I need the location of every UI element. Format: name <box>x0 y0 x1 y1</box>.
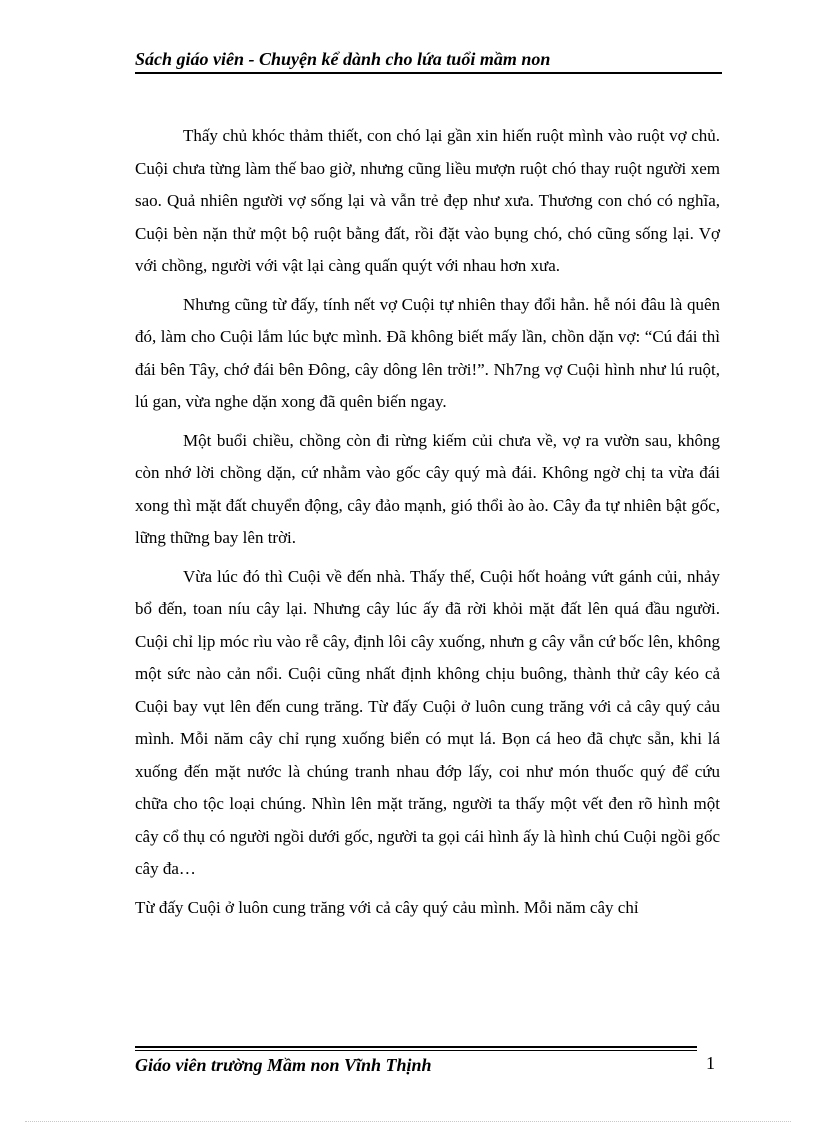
trailing-line: Từ đấy Cuội ở luôn cung trăng với cả cây quý cảu mình. Mỗi năm cây chỉ <box>135 897 639 917</box>
paragraph: Thấy chủ khóc thảm thiết, con chó lại gần xin hiến ruột mình vào ruột vợ chủ. Cuội chưa từng làm thế bao giờ, nhưng cũng liều mượn ruột chó thay ruột người xem sao. Quả nhiên người vợ sống lại và vẫn trẻ đẹp như xưa. Thương con chó có nghĩa, Cuội bèn nặn thử một bộ ruột bằng đất, rồi đặt vào bụng chó, chó cũng sống lại. Vợ với chồng, người với vật lại càng quấn quýt với nhau hơn xưa. <box>135 126 720 275</box>
paragraph: Một buổi chiều, chồng còn đi rừng kiếm củi chưa về, vợ ra vườn sau, không còn nhớ lời chồng dặn, cứ nhằm vào gốc cây quý mà đái. Không ngờ chị ta vừa đái xong thì mặt đất chuyển động, cây đảo mạnh, gió thổi ào ào. Cây đa tự nhiên bật gốc, lững thững bay lên trời. <box>135 430 720 547</box>
paragraph: Vừa lúc đó thì Cuội về đến nhà. Thấy thế, Cuội hốt hoảng vứt gánh củi, nhảy bổ đến, toan níu cây lại. Nhưng cây lúc ấy đã rời khỏi mặt đất lên quá đầu người. Cuội chỉ lịp móc rìu vào rễ cây, định lôi cây xuống, nhưn g cây vẫn cứ bốc lên, không một sức nào cản nổi. Cuội cũng nhất định không chịu buông, thành thử cây kéo cả Cuội bay vụt lên đến cung trăng. Từ đấy Cuội ở luôn cung trăng với cả cây quý cảu mình. Mỗi năm cây chỉ rụng xuống biển có mụt lá. Bọn cá heo đã chực sẵn, khi lá xuống đến mặt nước là chúng tranh nhau đớp lấy, coi như món thuốc quý để cứu chữa cho tộc loại chúng. Nhìn lên mặt trăng, người ta thấy một vết đen rõ hình một cây cổ thụ có người ngồi dưới gốc, người ta gọi cái hình ấy là hình chú Cuội ngồi gốc cây đa… <box>135 566 720 878</box>
header-title: Sách giáo viên - Chuyện kể dành cho lứa tuổi mầm non <box>135 49 551 69</box>
page-bottom-dotted-rule <box>25 1121 791 1122</box>
footer-text: Giáo viên trường Mầm non Vĩnh Thịnh <box>135 1055 432 1075</box>
paragraph: Nhưng cũng từ đấy, tính nết vợ Cuội tự nhiên thay đổi hẳn. hễ nói đâu là quên đó, làm cho Cuội lắm lúc bực mình. Đã không biết mấy lần, chồn dặn vợ: “Cú đái thì đái bên Tây, chớ đái bên Đông, cây dông lên trời!”. Nh7ng vợ Cuội hình như lú ruột, lú gan, vừa nghe dặn xong đã quên biến ngay. <box>135 294 720 411</box>
footer-rule-thin <box>135 1050 697 1051</box>
body-text <box>135 120 720 924</box>
page-number: 1 <box>706 1053 715 1073</box>
page-header <box>135 48 722 70</box>
header-rule <box>135 72 722 74</box>
footer-rule <box>135 1046 697 1048</box>
